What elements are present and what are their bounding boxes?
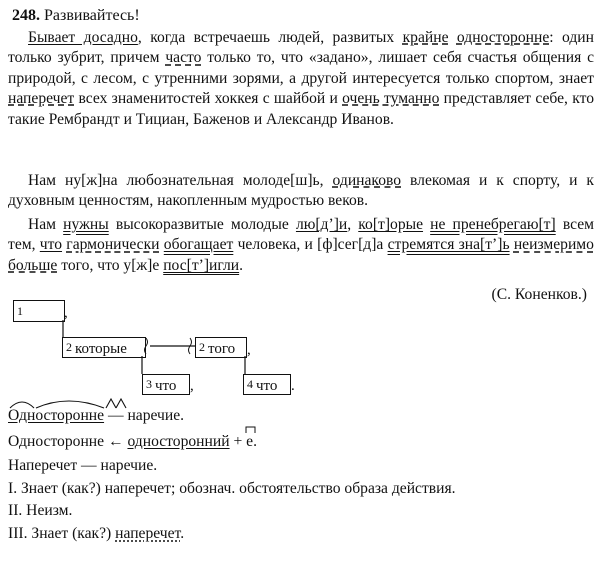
analysis-line-1 bbox=[8, 405, 184, 426]
scheme-box-2 bbox=[62, 337, 146, 358]
analysis-line-6-word: наперечет bbox=[115, 525, 181, 542]
scheme-box-5-word: что bbox=[256, 378, 278, 394]
p3-s9: всем тем, bbox=[8, 216, 594, 254]
exercise-number: 248. bbox=[12, 7, 40, 24]
suffix-icon bbox=[245, 426, 257, 434]
p3-s12: гармонически bbox=[66, 236, 160, 254]
p3-s16: стремятся зна[т’]ь bbox=[387, 236, 510, 254]
p3-s4: лю[д’]и bbox=[295, 216, 348, 233]
scheme-box-4 bbox=[142, 374, 190, 395]
p1-s1: Бывает досадно bbox=[28, 29, 138, 46]
exercise-heading bbox=[12, 6, 140, 26]
scheme-box-1 bbox=[13, 300, 65, 322]
scheme-box-2-number: 2 bbox=[66, 340, 72, 354]
scheme-box-5 bbox=[243, 374, 291, 395]
analysis-line-5: II. Неизм. bbox=[8, 502, 73, 519]
scheme-box-3-word: того bbox=[208, 341, 236, 357]
p2-s2: одинаково bbox=[332, 172, 402, 189]
analysis-line-4: I. Знает (как?) наперечет; обознач. обстоятельство образа действия. bbox=[8, 480, 456, 497]
scheme-box-1-number: 1 bbox=[17, 304, 23, 318]
scheme-box-3 bbox=[195, 337, 247, 358]
analysis-line-6 bbox=[8, 523, 184, 544]
scheme-comma-4: , bbox=[190, 378, 194, 394]
p1-s9: наперечет bbox=[8, 90, 75, 108]
morph-word bbox=[8, 405, 104, 426]
p3-s8: не пренебрегаю[т] bbox=[430, 216, 556, 233]
p3-s19: того, что у[ж]е bbox=[57, 256, 164, 274]
p3-s18: неизмеримо больше bbox=[8, 236, 594, 274]
p3-s20: пос[т’]игли bbox=[163, 256, 240, 274]
p1-s5: односторонне bbox=[456, 29, 550, 46]
scheme-comma-3: , bbox=[247, 342, 251, 358]
p1-s2: , когда встречаешь людей, развитых bbox=[137, 29, 403, 46]
p2-s1: Нам ну[ж]на любознательная молоде[ш]ь, bbox=[28, 172, 333, 189]
analysis-line-3: Наперечет — наречие. bbox=[8, 457, 158, 474]
paragraph-2 bbox=[8, 171, 594, 212]
analysis-base: односторонний bbox=[127, 433, 230, 450]
analysis-line-2 bbox=[8, 431, 257, 452]
p1-s12: представляет себе, кто такие Рембрандт и Тициан, Баженов и Александр Иванов. bbox=[8, 90, 594, 128]
paragraph-3 bbox=[8, 215, 594, 276]
sentence-scheme bbox=[0, 296, 605, 396]
paragraph-1 bbox=[8, 28, 594, 130]
p1-s8: только то, что «задано», лишает себя счастья общения с природой, с лесом, с утренними зорями, а другой интересуется только спортом, знает bbox=[8, 49, 595, 87]
p3-s1: Нам bbox=[28, 216, 64, 233]
scheme-box-3-number: 2 bbox=[199, 340, 205, 354]
author-attribution: (С. Коненков.) bbox=[491, 286, 587, 303]
p3-s21: . bbox=[239, 256, 244, 274]
p3-s15: человека, и [ф]сег[д]а bbox=[233, 236, 388, 254]
analysis-word-2: Односторонне bbox=[8, 433, 105, 450]
p3-s14: обогащает bbox=[163, 236, 234, 254]
scheme-box-4-word: что bbox=[155, 378, 177, 394]
p1-s3: крайне bbox=[402, 29, 449, 46]
p1-s10: всех знаменитостей хоккея с шайбой и bbox=[74, 90, 343, 108]
scheme-box-2-word: которые bbox=[75, 341, 127, 357]
p2-s3: влекомая и к спорту, и к духовным ценностям, накопленным мудростью веков. bbox=[8, 172, 595, 210]
analysis-line-6-pre: III. Знает (как?) bbox=[8, 525, 116, 542]
analysis-word-1: Односторонне bbox=[8, 407, 105, 424]
suffix-mark bbox=[246, 431, 253, 452]
p1-s7: часто bbox=[165, 49, 202, 67]
derivation-arrow: ← bbox=[104, 433, 128, 450]
analysis-line-2-end: . bbox=[253, 433, 257, 450]
p3-s10: что bbox=[39, 236, 63, 254]
p3-s3: высокоразвитые молодые bbox=[108, 216, 296, 233]
p1-s6: : один только зубрит, причем bbox=[8, 29, 594, 67]
p1-s4 bbox=[449, 29, 457, 46]
p3-s6: ко[т]орые bbox=[358, 216, 424, 233]
scheme-comma-1: , bbox=[64, 305, 68, 321]
exercise-title: Развивайтесь! bbox=[44, 7, 140, 24]
analysis-line-6-end: . bbox=[180, 525, 185, 542]
analysis-plus: + bbox=[229, 433, 247, 450]
analysis-line-1-rest: — наречие. bbox=[104, 407, 185, 424]
scheme-dot-5: . bbox=[291, 378, 295, 394]
scheme-box-4-number: 3 bbox=[146, 377, 152, 391]
p1-s11: очень туманно bbox=[342, 90, 440, 108]
morphemic-marks-icon bbox=[8, 396, 133, 410]
scheme-box-5-number: 4 bbox=[247, 377, 253, 391]
analysis-suffix: е bbox=[246, 433, 254, 450]
p3-s5: , bbox=[347, 216, 359, 233]
p3-s2: нужны bbox=[63, 216, 109, 233]
